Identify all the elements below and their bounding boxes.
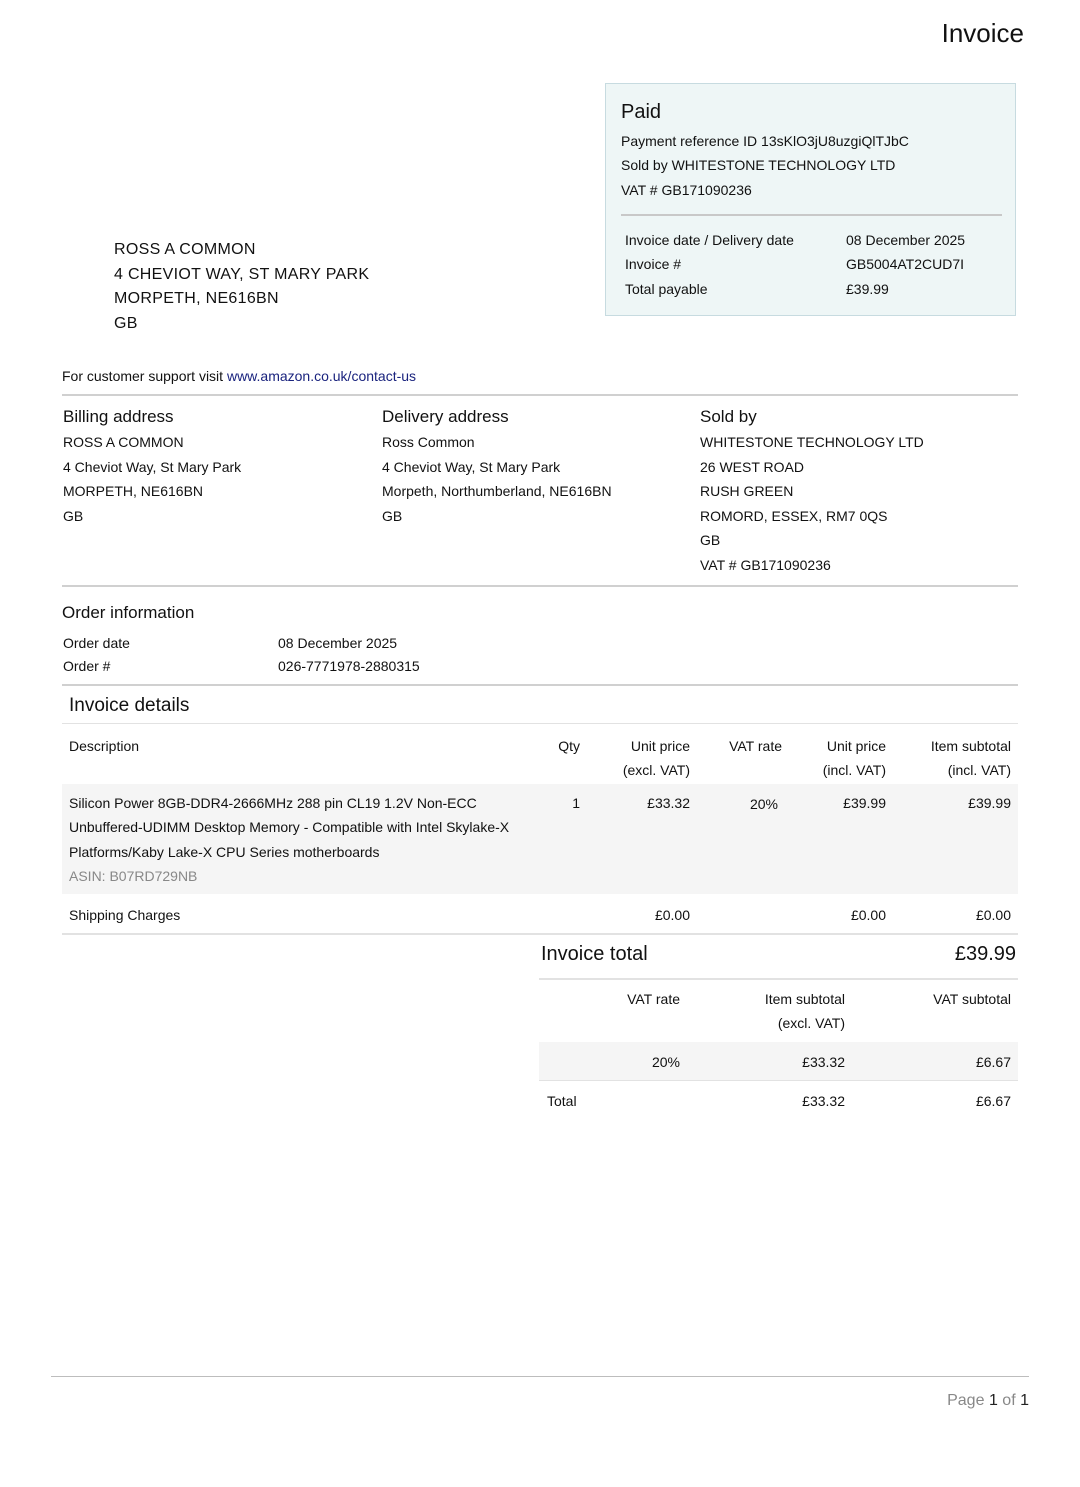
page-count: 1 <box>1020 1392 1029 1409</box>
billing-line: 4 Cheviot Way, St Mary Park <box>63 459 242 475</box>
total-item-subtotal: £33.32 <box>802 1093 845 1109</box>
footer-divider <box>51 1376 1029 1377</box>
seller-line: GB <box>700 532 721 548</box>
col-unit-excl-sub: (excl. VAT) <box>622 762 690 778</box>
page-of-label: of <box>1002 1392 1016 1409</box>
col-item-subtotal-sub: (incl. VAT) <box>947 762 1011 778</box>
vat-rate-header: VAT rate <box>627 991 680 1007</box>
shipping-unit-incl: £0.00 <box>850 907 886 923</box>
col-vat-rate: VAT rate <box>729 738 782 754</box>
seller-line: ROMORD, ESSEX, RM7 0QS <box>700 508 888 524</box>
item-subtotal: £39.99 <box>968 795 1011 811</box>
item-unit-excl: £33.32 <box>647 795 690 811</box>
ship-to-line: MORPETH, NE616BN <box>114 290 279 307</box>
support-link[interactable]: www.amazon.co.uk/contact-us <box>226 368 417 384</box>
customer-support <box>62 368 416 384</box>
seller-line: RUSH GREEN <box>700 483 794 499</box>
order-date-label: Order date <box>63 635 130 651</box>
item-subtotal-value: £33.32 <box>802 1054 845 1070</box>
item-description-line: Platforms/Kaby Lake-X CPU Series motherboards <box>69 844 380 860</box>
vat-subtotal-header: VAT subtotal <box>933 991 1011 1007</box>
total-payable-value: £39.99 <box>846 281 889 297</box>
item-qty: 1 <box>572 795 580 811</box>
page-indicator <box>947 1392 1029 1410</box>
divider <box>62 585 1018 587</box>
item-vat-rate: 20% <box>749 796 778 812</box>
divider <box>539 1080 1018 1081</box>
divider <box>62 723 1018 724</box>
billing-line: GB <box>63 508 84 524</box>
vat-number: VAT # GB171090236 <box>621 182 752 198</box>
col-item-subtotal: Item subtotal <box>930 738 1011 754</box>
shipping-subtotal: £0.00 <box>975 907 1011 923</box>
page-label: Page <box>947 1392 985 1409</box>
invoice-details-title: Invoice details <box>69 695 190 716</box>
billing-line: ROSS A COMMON <box>63 434 184 450</box>
order-number-value: 026-7771978-2880315 <box>278 658 420 674</box>
col-qty: Qty <box>558 738 580 754</box>
invoice-date-label: Invoice date / Delivery date <box>625 232 794 248</box>
seller-line: WHITESTONE TECHNOLOGY LTD <box>700 434 924 450</box>
divider <box>62 684 1018 686</box>
shipping-unit-excl: £0.00 <box>654 907 690 923</box>
total-vat-subtotal: £6.67 <box>975 1093 1011 1109</box>
order-info-title: Order information <box>62 603 195 622</box>
total-payable-label: Total payable <box>625 281 708 297</box>
order-number-label: Order # <box>63 658 111 674</box>
sold-by-title: Sold by <box>700 407 757 426</box>
total-row-label: Total <box>547 1093 577 1109</box>
page-number: 1 <box>988 1392 998 1409</box>
invoice-number-value: GB5004AT2CUD7I <box>846 256 965 272</box>
payment-status: Paid <box>621 101 662 123</box>
vat-subtotal-value: £6.67 <box>975 1054 1011 1070</box>
sold-by-line: Sold by WHITESTONE TECHNOLOGY LTD <box>621 157 896 173</box>
ship-to-line: GB <box>114 315 138 332</box>
item-description-line: Silicon Power 8GB-DDR4-2666MHz 288 pin CL19 1.2V Non-ECC <box>69 795 477 811</box>
ship-to-line: 4 CHEVIOT WAY, ST MARY PARK <box>114 266 370 283</box>
seller-line: 26 WEST ROAD <box>700 459 804 475</box>
col-unit-incl: Unit price <box>826 738 886 754</box>
col-description: Description <box>69 738 140 754</box>
seller-line: VAT # GB171090236 <box>700 557 831 573</box>
col-unit-incl-sub: (incl. VAT) <box>822 762 886 778</box>
delivery-line: Morpeth, Northumberland, NE616BN <box>382 483 612 499</box>
col-unit-excl: Unit price <box>630 738 690 754</box>
invoice-total-amount: £39.99 <box>954 943 1016 965</box>
item-asin: ASIN: B07RD729NB <box>69 868 198 884</box>
invoice-number-label: Invoice # <box>625 256 682 272</box>
billing-line: MORPETH, NE616BN <box>63 483 204 499</box>
item-subtotal-header: Item subtotal <box>764 991 845 1007</box>
vat-rate-value: 20% <box>651 1054 680 1070</box>
item-unit-incl: £39.99 <box>843 795 886 811</box>
payment-summary-box <box>605 83 1016 316</box>
item-description-line: Unbuffered-UDIMM Desktop Memory - Compatible with Intel Skylake-X <box>69 819 510 835</box>
delivery-line: 4 Cheviot Way, St Mary Park <box>382 459 561 475</box>
item-subtotal-header-sub: (excl. VAT) <box>777 1015 845 1031</box>
delivery-address-title: Delivery address <box>382 407 509 426</box>
delivery-line: GB <box>382 508 403 524</box>
payment-reference: Payment reference ID 13sKlO3jU8uzgiQlTJbC <box>621 133 909 149</box>
ship-to-name: ROSS A COMMON <box>114 241 256 258</box>
invoice-date-value: 08 December 2025 <box>846 232 966 248</box>
divider <box>62 394 1018 396</box>
delivery-line: Ross Common <box>382 434 475 450</box>
order-date-value: 08 December 2025 <box>278 635 398 651</box>
support-text: For customer support visit <box>62 368 224 384</box>
shipping-label: Shipping Charges <box>69 907 181 923</box>
divider <box>621 214 1002 216</box>
billing-address-title: Billing address <box>63 407 174 426</box>
page-title: Invoice <box>941 18 1024 48</box>
invoice-total-label: Invoice total <box>541 943 648 965</box>
divider <box>539 978 1018 980</box>
divider <box>62 933 1018 935</box>
